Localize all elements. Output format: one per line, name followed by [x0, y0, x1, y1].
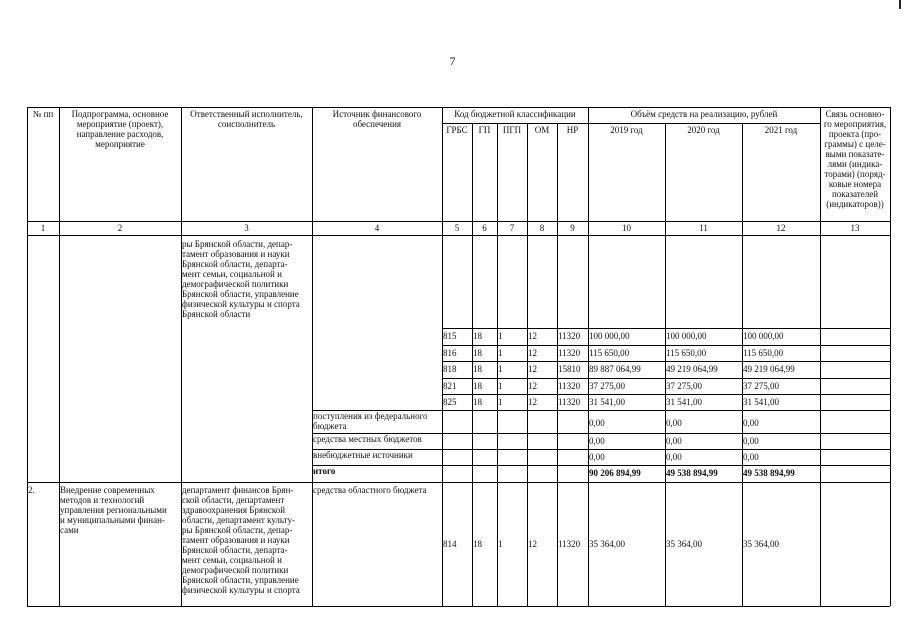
column-number: 5 — [454, 223, 460, 233]
header-source: Источник финансового обеспечения — [332, 109, 422, 129]
header-volume: Объём средств на реализацию, рублей — [630, 109, 778, 119]
section1-row-y2021: 49 219 064,99 — [743, 364, 795, 374]
section1-federal-label: поступления из федерального бюджета — [313, 411, 428, 431]
section1-federal-y2019: 0,00 — [589, 418, 605, 428]
section1-row-grbs: 825 — [443, 397, 457, 407]
section1-row-nr: 11320 — [558, 397, 581, 407]
section1-row-nr: 11320 — [558, 331, 581, 341]
section1-federal-y2020: 0,00 — [666, 418, 682, 428]
column-number: 3 — [244, 223, 249, 233]
section2-executor: департамент финансов Брян- ской области, департамент здравоохранения Брянской области, департамент культу- ры Брянской области, депар- тамент образования и науки Брянской области, департа- мент семьи, социальной и демографической политики Брянской области, управление физической культуры и спорта — [182, 485, 300, 595]
section1-row-gp: 18 — [473, 348, 482, 358]
row-line — [442, 345, 890, 346]
header-gp: ГП — [478, 125, 491, 135]
section1-total-y2019: 90 206 894,99 — [589, 468, 641, 478]
section1-total-label: итого — [313, 466, 336, 476]
header-bottom-line — [27, 221, 890, 222]
section2-program: Внедрение современных методов и технологий управления региональными и муниципальными финан- сами — [60, 485, 167, 535]
column-number: 9 — [570, 223, 575, 233]
header-year-2019: 2019 год — [610, 125, 643, 135]
section1-row-om: 12 — [528, 348, 537, 358]
section2-row-om: 12 — [528, 539, 537, 549]
section1-extra-y2020: 0,00 — [666, 452, 682, 462]
header-program: Подпрограмма, основное мероприятие (проект), направление расходов, мероприятие — [71, 109, 169, 149]
section2-row-y2020: 35 364,00 — [666, 539, 702, 549]
section1-extra-label: внебюджетные источники — [313, 450, 413, 460]
section1-row-gp: 18 — [473, 397, 482, 407]
subheader-line — [442, 123, 820, 124]
section-line — [27, 482, 890, 483]
section1-row-y2019: 115 650,00 — [589, 348, 630, 358]
section1-total-y2020: 49 538 894,99 — [666, 468, 718, 478]
header-grbs: ГРБС — [446, 125, 468, 135]
section1-row-y2019: 31 541,00 — [589, 397, 625, 407]
section1-row-pgp: 1 — [498, 331, 503, 341]
section1-row-om: 12 — [528, 381, 537, 391]
column-number: 4 — [374, 223, 380, 233]
section1-row-om: 12 — [528, 364, 537, 374]
section1-row-om: 12 — [528, 331, 537, 341]
section1-row-nr: 11320 — [558, 348, 581, 358]
column-numbers-line — [27, 235, 890, 236]
section1-row-y2021: 100 000,00 — [743, 331, 784, 341]
header-number: № пп — [32, 109, 54, 119]
column-number: 6 — [482, 223, 487, 233]
section1-row-y2020: 115 650,00 — [666, 348, 707, 358]
column-number: 10 — [622, 223, 631, 233]
section1-row-y2020: 100 000,00 — [666, 331, 707, 341]
section1-row-y2019: 37 275,00 — [589, 381, 625, 391]
section2-row-y2021: 35 364,00 — [743, 539, 779, 549]
column-number: 8 — [539, 223, 545, 233]
section1-row-y2021: 115 650,00 — [743, 348, 784, 358]
section1-row-pgp: 1 — [498, 397, 503, 407]
section1-row-y2019: 100 000,00 — [589, 331, 630, 341]
section1-row-gp: 18 — [473, 381, 482, 391]
section1-row-y2020: 37 275,00 — [666, 381, 702, 391]
section1-row-nr: 15810 — [558, 364, 581, 374]
page-number: 7 — [449, 54, 456, 68]
scan-edge-mark — [899, 0, 901, 9]
section2-row-nr: 11320 — [558, 539, 581, 549]
section1-row-pgp: 1 — [498, 364, 503, 374]
section1-extra-y2021: 0,00 — [743, 452, 759, 462]
row-line — [442, 378, 890, 379]
header-year-2020: 2020 год — [687, 125, 720, 135]
section1-executor: ры Брянской области, депар- тамент образования и науки Брянской области, департа- мент семьи, социальной и демографической политики Брянской области, управление физической культуры и спорта Брянской области — [182, 239, 300, 319]
row-line — [442, 361, 890, 362]
header-executor: Ответственный исполнитель, соисполнитель — [190, 109, 303, 129]
header-year-2021: 2021 год — [764, 125, 798, 135]
section1-local-y2021: 0,00 — [743, 436, 759, 446]
section1-row-gp: 18 — [473, 364, 482, 374]
section1-local-y2019: 0,00 — [589, 436, 605, 446]
section1-row-y2019: 89 887 064,99 — [589, 364, 641, 374]
section1-total-y2021: 49 538 894,99 — [743, 468, 795, 478]
column-number: 13 — [850, 223, 860, 233]
section1-local-y2020: 0,00 — [666, 436, 682, 446]
column-line — [890, 107, 891, 606]
column-number: 2 — [117, 223, 123, 233]
section1-row-nr: 11320 — [558, 381, 581, 391]
section1-extra-y2019: 0,00 — [589, 452, 605, 462]
section1-row-grbs: 816 — [443, 348, 457, 358]
section1-local-label: средства местных бюджетов — [313, 434, 422, 444]
section1-row-om: 12 — [528, 397, 537, 407]
column-number: 12 — [776, 223, 786, 233]
section1-row-y2021: 37 275,00 — [743, 381, 779, 391]
column-line — [27, 107, 28, 606]
section1-row-pgp: 1 — [498, 348, 503, 358]
section2-row-gp: 18 — [473, 539, 482, 549]
header-om: ОМ — [534, 125, 550, 135]
section1-row-grbs: 818 — [443, 364, 457, 374]
section2-row-pgp: 1 — [498, 539, 503, 549]
row-line — [442, 328, 890, 329]
header-budget-code: Код бюджетной классификации — [454, 109, 576, 119]
row-line — [442, 394, 890, 395]
header-link: Связь основно- го мероприятия, проекта (про- граммы) с целе- выми показате- лями (индика- торами) (поряд- ковые номера показателей (индикаторов)) — [823, 109, 887, 209]
section2-source: средства областного бюджета — [313, 485, 427, 495]
section1-row-grbs: 815 — [443, 331, 457, 341]
section1-row-gp: 18 — [473, 331, 482, 341]
section1-row-y2020: 31 541,00 — [666, 397, 702, 407]
section2-row-y2019: 35 364,00 — [589, 539, 625, 549]
table-top-border — [27, 107, 890, 108]
column-number: 11 — [699, 223, 708, 233]
section1-row-pgp: 1 — [498, 381, 503, 391]
column-number: 7 — [509, 223, 515, 233]
column-line — [312, 107, 313, 606]
section1-row-y2020: 49 219 064,99 — [666, 364, 718, 374]
column-number: 1 — [40, 223, 46, 233]
section1-row-grbs: 821 — [443, 381, 457, 391]
section1-row-y2021: 31 541,00 — [743, 397, 779, 407]
section2-number: 2. — [28, 485, 35, 495]
table-bottom-line — [27, 606, 890, 607]
section2-row-grbs: 814 — [443, 539, 457, 549]
header-pgp: ПГП — [502, 125, 522, 135]
section1-federal-y2021: 0,00 — [743, 418, 759, 428]
header-nr: НР — [566, 125, 579, 135]
